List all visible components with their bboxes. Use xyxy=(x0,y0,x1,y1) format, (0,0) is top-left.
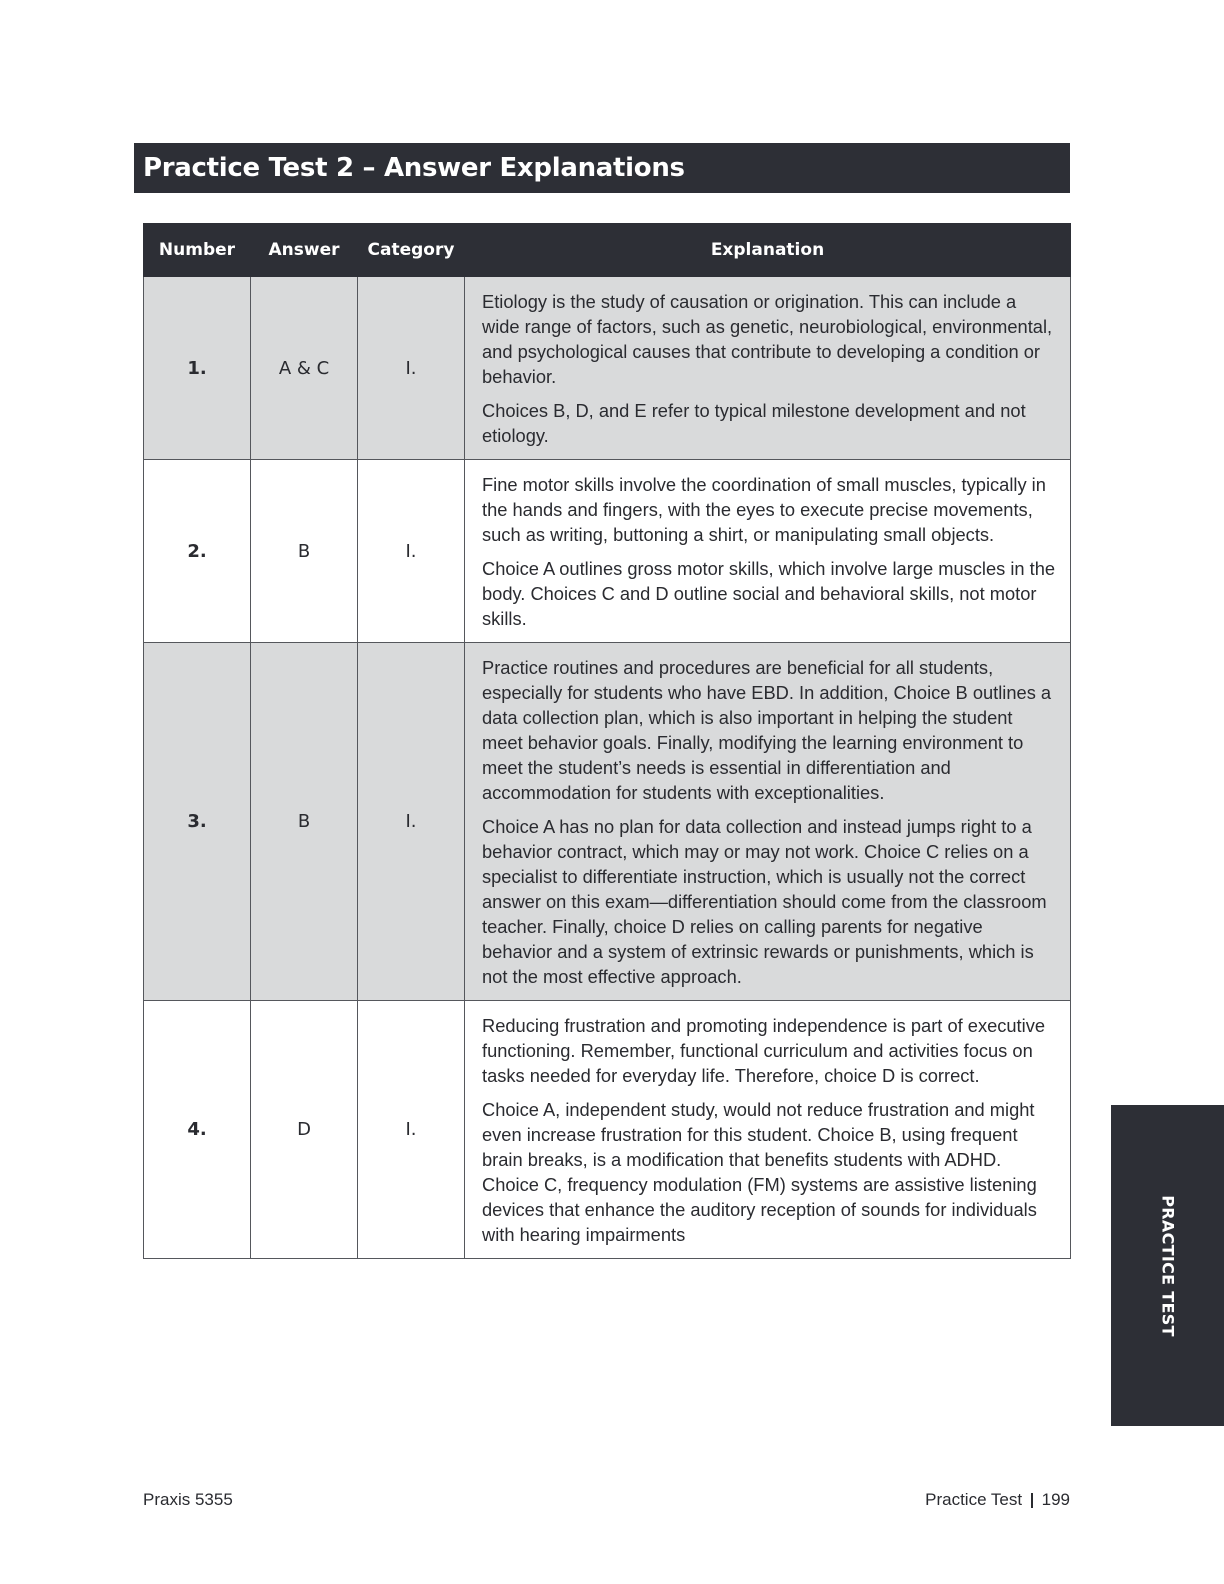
row-explanation xyxy=(465,1001,1071,1259)
row-category: I. xyxy=(358,1001,465,1259)
table-row xyxy=(144,1001,1071,1259)
footer-page-info xyxy=(925,1490,1070,1510)
explanation-paragraph: Choice A, independent study, would not reduce frustration and might even increase frustration for this student. Choice B, using frequent brain breaks, is a modification that benefits students with ADHD. Choice C, frequency modulation (FM) systems are assistive listening devices that enhance the auditory reception of sounds for individuals with hearing impairments xyxy=(482,1099,1037,1245)
explanation-paragraph: Choice A has no plan for data collection and instead jumps right to a behavior contract, which may or may not work. Choice C relies on a specialist to differentiate instruction, which is usually not the correct answer on this exam—differentiation should come from the classroom teacher. Finally, choice D relies on calling parents for negative behavior and a system of extrinsic rewards or punishments, which is not the most effective approach. xyxy=(482,816,1047,987)
header-category: Category xyxy=(358,224,465,277)
explanation-paragraph: Etiology is the study of causation or origination. This can include a wide range of factors, such as genetic, neurobiological, environmental, and psychological causes that contribute to developing a condition or behavior. xyxy=(482,291,1053,387)
row-category: I. xyxy=(358,277,465,460)
row-answer: A & C xyxy=(251,277,358,460)
explanation-paragraph: Fine motor skills involve the coordination of small muscles, typically in the hands and fingers, with the eyes to execute precise movements, such as writing, buttoning a shirt, or manipulating small objects. xyxy=(482,474,1046,545)
header-number: Number xyxy=(144,224,251,277)
section-side-tab xyxy=(1111,1105,1224,1426)
row-number: 1. xyxy=(144,277,251,460)
footer-section-label: Practice Test xyxy=(925,1490,1023,1509)
answer-explanations-table xyxy=(143,223,1071,1259)
row-category: I. xyxy=(358,460,465,643)
row-explanation xyxy=(465,643,1071,1001)
row-number: 3. xyxy=(144,643,251,1001)
header-explanation: Explanation xyxy=(465,224,1071,277)
footer-book-title: Praxis 5355 xyxy=(143,1490,233,1509)
row-answer: B xyxy=(251,643,358,1001)
footer-separator xyxy=(1031,1493,1033,1508)
row-explanation xyxy=(465,460,1071,643)
row-category: I. xyxy=(358,643,465,1001)
explanation-paragraph: Choices B, D, and E refer to typical milestone development and not etiology. xyxy=(482,400,1026,446)
row-number: 4. xyxy=(144,1001,251,1259)
explanation-paragraph: Choice A outlines gross motor skills, which involve large muscles in the body. Choices C and D outline social and behavioral skills, not motor skills. xyxy=(482,558,1056,629)
row-answer: B xyxy=(251,460,358,643)
page-title: Practice Test 2 – Answer Explanations xyxy=(134,143,1070,193)
header-answer: Answer xyxy=(251,224,358,277)
explanation-paragraph: Practice routines and procedures are beneficial for all students, especially for students who have EBD. In addition, Choice B outlines a data collection plan, which is also important in helping the student meet behavior goals. Finally, modifying the learning environment to meet the student’s needs is essential in differentiation and accommodation for students with exceptionalities. xyxy=(482,657,1052,803)
row-number: 2. xyxy=(144,460,251,643)
row-explanation xyxy=(465,277,1071,460)
page-number: 199 xyxy=(1041,1490,1070,1509)
table-row xyxy=(144,643,1071,1001)
explanation-paragraph: Reducing frustration and promoting independence is part of executive functioning. Remember, functional curriculum and activities focus on tasks needed for everyday life. Therefore, choice D is correct. xyxy=(482,1015,1046,1086)
table-header-row xyxy=(144,224,1071,277)
side-tab-label: PRACTICE TEST xyxy=(1158,1194,1177,1337)
table-row xyxy=(144,460,1071,643)
table-row xyxy=(144,277,1071,460)
row-answer: D xyxy=(251,1001,358,1259)
